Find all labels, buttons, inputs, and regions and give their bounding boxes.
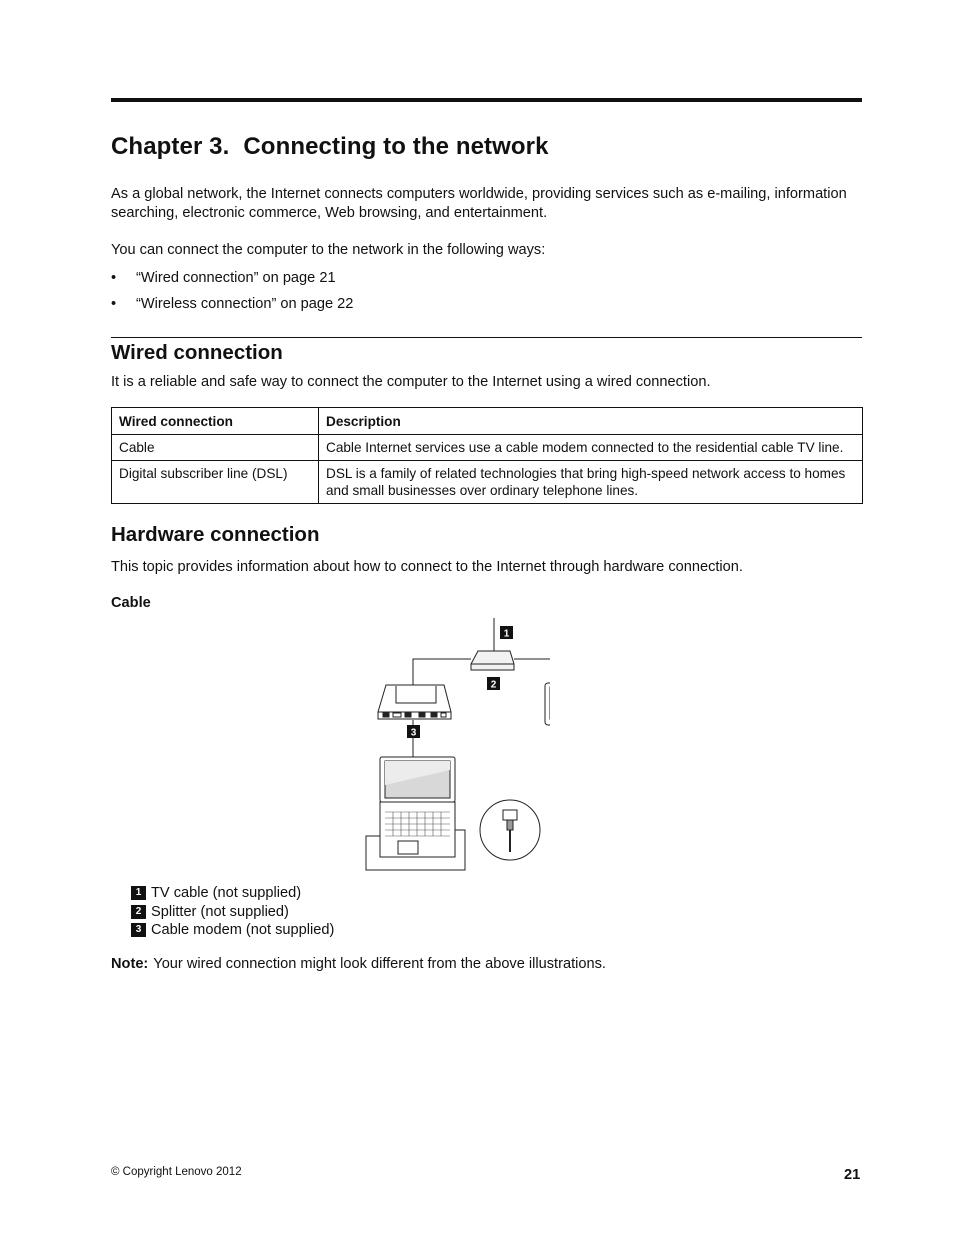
table-row [112,435,863,461]
callout-3-label: 3 [410,727,417,739]
legend-badge: 3 [131,923,146,937]
table-header-cell: Description [319,408,863,435]
intro-paragraph-2: You can connect the computer to the network in the following ways: [111,242,546,258]
callout-2-label: 2 [490,679,497,691]
footer-copyright: © Copyright Lenovo 2012 [111,1166,242,1178]
cable-connection-illustration [360,612,550,874]
table-header-row [112,408,863,435]
wired-connection-text: It is a reliable and safe way to connect the computer to the Internet using a wired connection. [111,374,711,390]
splitter-icon [471,651,514,670]
bullet-link-wireless[interactable]: “Wireless connection” on page 22 [136,296,354,312]
intro-paragraph-1: As a global network, the Internet connects computers worldwide, providing services such as e-mailing, information searching, electronic commerce, Web browsing, and entertainment. [111,186,847,221]
wired-connection-heading: Wired connection [111,341,283,364]
table-cell: Cable [112,435,319,461]
note-text: Your wired connection might look different from the above illustrations. [153,956,606,972]
legend-text: TV cable (not supplied) [151,885,302,901]
wired-connection-table [111,407,863,504]
callout-1-label: 1 [503,628,510,640]
legend-text: Splitter (not supplied) [151,903,289,920]
legend-item [131,921,334,940]
table-header-cell: Wired connection [112,408,319,435]
chapter-title-text: Connecting to the network [243,133,549,160]
table-cell: DSL is a family of related technologies that bring high-speed network access to homes and small businesses over ordinary telephone lines. [319,461,863,504]
legend-item [131,903,334,922]
legend-item [131,884,334,903]
hardware-connection-heading: Hardware connection [111,523,320,546]
section-rule [111,337,862,338]
page-number: 21 [844,1167,861,1183]
figure-legend [131,884,334,940]
splitter-to-tv-line [514,659,550,683]
note-label: Note: [111,956,149,972]
table-row [112,461,863,504]
chapter-top-rule [111,98,862,102]
table-cell: Digital subscriber line (DSL) [112,461,319,504]
legend-text: Cable modem (not supplied) [151,922,335,938]
tv-monitor-icon [545,683,550,725]
chapter-label: Chapter 3. [111,133,230,160]
legend-badge: 1 [131,886,146,900]
splitter-to-modem-line [413,659,471,686]
legend-badge: 2 [131,905,146,919]
hardware-connection-text: This topic provides information about how to connect to the Internet through hardware connection. [111,559,743,575]
note [111,955,606,974]
bullet-link-wired[interactable]: “Wired connection” on page 21 [136,270,336,286]
list-item[interactable]: • “Wired connection” on page 21 [111,270,336,286]
cable-subheading: Cable [111,595,151,611]
list-item[interactable]: • “Wireless connection” on page 22 [111,296,354,312]
chapter-title [111,133,549,161]
table-cell: Cable Internet services use a cable modem connected to the residential cable TV line. [319,435,863,461]
